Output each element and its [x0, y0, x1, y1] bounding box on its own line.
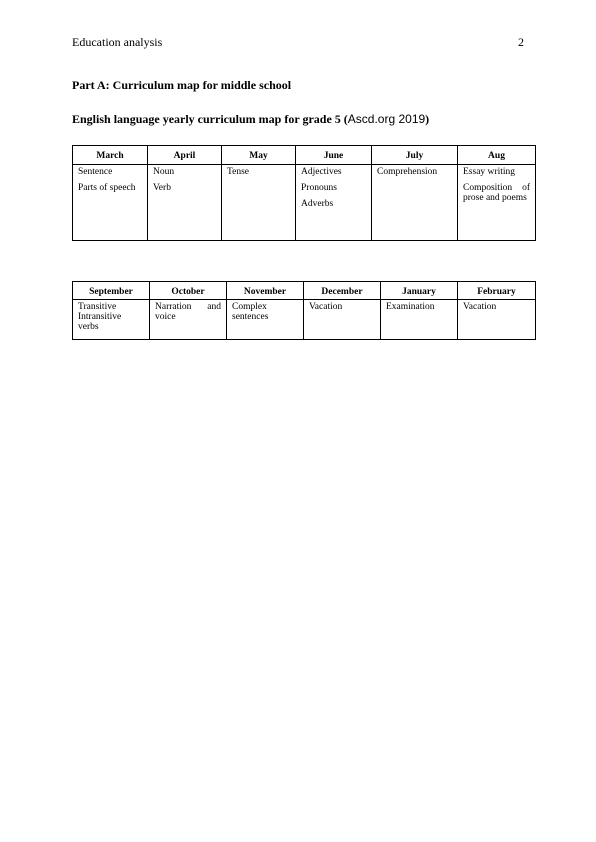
header-cell-february: February: [458, 282, 536, 300]
table-title-citation: Ascd.org 2019: [347, 112, 426, 126]
topic-narration-and-voice: Narration and voice: [155, 302, 221, 322]
curriculum-table-march-aug: [72, 145, 536, 241]
header-cell-september: September: [73, 282, 150, 300]
topic-verb: Verb: [153, 183, 171, 193]
header-cell-march: March: [73, 146, 148, 165]
cell-may: [222, 165, 296, 241]
cell-march: [73, 165, 148, 241]
header-cell-july: July: [372, 146, 458, 165]
table-title-close-paren: ): [425, 112, 430, 126]
topic-transitive: Transitive: [78, 302, 117, 312]
cell-july: [372, 165, 458, 241]
cell-november: [227, 300, 304, 340]
cell-december: [304, 300, 381, 340]
topic-adjectives: Adjectives: [301, 167, 342, 177]
table-header-row: [73, 282, 536, 300]
topic-sentence: Sentence: [78, 167, 113, 177]
header-cell-aug: Aug: [458, 146, 536, 165]
header-cell-november: November: [227, 282, 304, 300]
topic-examination: Examination: [386, 302, 435, 312]
topic-adverbs: Adverbs: [301, 199, 334, 209]
header-cell-october: October: [150, 282, 227, 300]
page-number: 2: [518, 35, 524, 49]
topic-composition: Composition of prose and poems: [463, 183, 530, 203]
topic-comprehension: Comprehension: [377, 167, 438, 177]
topic-complex-sentences: Complex sentences: [232, 302, 269, 322]
cell-april: [148, 165, 222, 241]
header-cell-december: December: [304, 282, 381, 300]
cell-september: [73, 300, 150, 340]
curriculum-table-title: [72, 112, 429, 127]
table-row: [73, 165, 536, 241]
topic-intransitive-verbs: Intransitive verbs: [78, 312, 122, 332]
cell-aug: [458, 165, 536, 241]
table-row: [73, 300, 536, 340]
topic-parts-of-speech: Parts of speech: [78, 183, 136, 193]
cell-february: [458, 300, 536, 340]
header-cell-may: May: [222, 146, 296, 165]
header-cell-january: January: [381, 282, 458, 300]
cell-june: [296, 165, 372, 241]
part-a-heading: Part A: Curriculum map for middle school: [72, 78, 292, 92]
document-title: Education analysis: [72, 35, 163, 49]
topic-pronouns: Pronouns: [301, 183, 337, 193]
table-title-text: English language yearly curriculum map for grade 5: [72, 112, 341, 126]
topic-essay-writing: Essay writing: [463, 167, 515, 177]
cell-january: [381, 300, 458, 340]
running-header: [72, 35, 524, 50]
topic-vacation: Vacation: [463, 302, 497, 312]
curriculum-table-september-february: [72, 281, 536, 340]
header-cell-june: June: [296, 146, 372, 165]
table-title-open-paren: (: [340, 112, 348, 126]
topic-tense: Tense: [227, 167, 250, 177]
cell-october: [150, 300, 227, 340]
header-cell-april: April: [148, 146, 222, 165]
table-header-row: [73, 146, 536, 165]
topic-noun: Noun: [153, 167, 175, 177]
topic-vacation: Vacation: [309, 302, 343, 312]
